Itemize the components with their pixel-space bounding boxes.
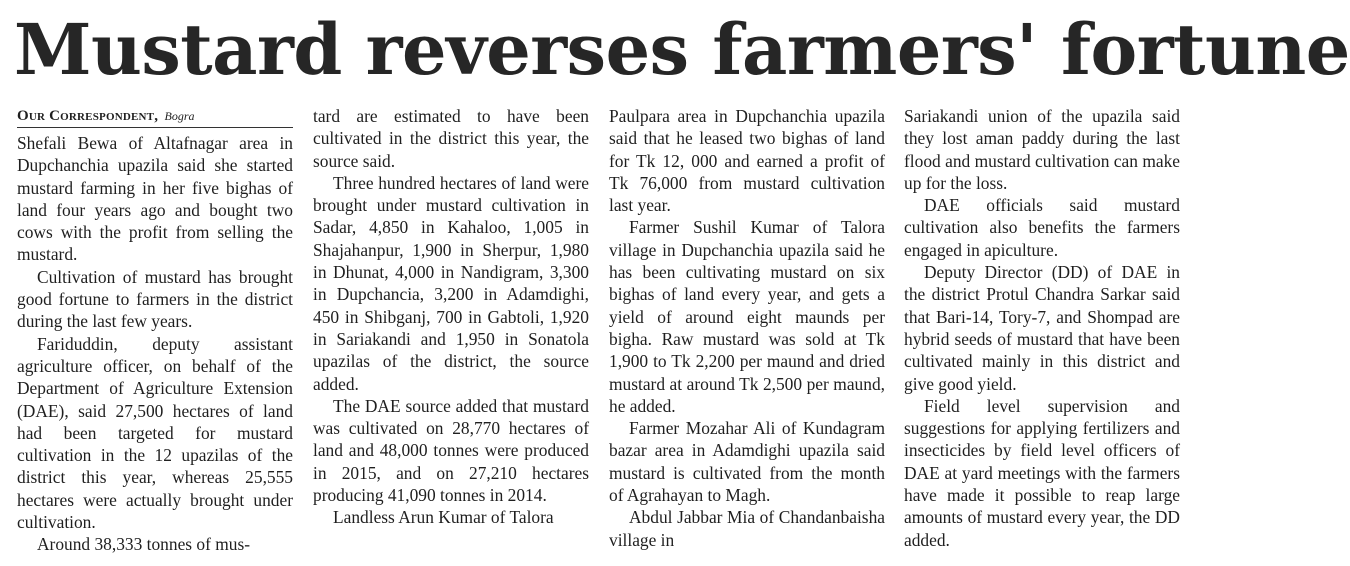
article-paragraph: Around 38,333 tonnes of mus- (37, 534, 251, 555)
article-paragraph: tard are estimated to have been cultivated in the district this year, the source said. (313, 106, 589, 171)
article-headline: Mustard reverses farmers' fortune (14, 8, 1350, 91)
article-paragraph: Farmer Sushil Kumar of Talora village in Dupchanchia upazila said he has been cultivating mustard on six bighas of land every year, and gets a yield of around eight maunds per bigha. Raw mustard was sold at Tk 1,900 to Tk 2,200 per maund and dried mustard at around Tk 2,500 per maund, he added. (609, 217, 885, 416)
article-paragraph: Deputy Director (DD) of DAE in the district Protul Chandra Sarkar said that Bari-14, Tory-7, and Shompad are hybrid seeds of mustard that have been cultivated mainly in this district and give good yield. (904, 262, 1180, 394)
article-paragraph: The DAE source added that mustard was cultivated on 28,770 hectares of land and 48,000 tonnes were produced in 2015, and on 27,210 hectares producing 41,090 tonnes in 2014. (313, 395, 589, 506)
article-paragraph: Shefali Bewa of Altafnagar area in Dupchanchia upazila said she started mustard farming in her five bighas of land four years ago and bought two cows with the profit from selling the mustard. (17, 133, 293, 265)
article-paragraph: Field level supervision and suggestions for applying fertilizers and insecticides by field level officers of DAE at yard meetings with the farmers have made it possible to reap large amounts of mustard every year, the DD added. (904, 395, 1180, 550)
article-paragraph: Paulpara area in Dupchanchia upazila said that he leased two bighas of land for Tk 12, 000 and earned a profit of Tk 76,000 from mustard cultivation last year. (609, 106, 885, 216)
article-column-1 (17, 105, 293, 556)
article-paragraph: DAE officials said mustard cultivation also benefits the farmers engaged in apiculture. (904, 195, 1180, 260)
article-column-4 (904, 105, 1180, 551)
byline-location: Bogra (164, 109, 195, 123)
article-paragraph: Fariduddin, deputy assistant agriculture officer, on behalf of the Department of Agriculture Extension (DAE), said 27,500 hectares of land had been targeted for mustard cultivation in the 12 upazilas of the district this year, whereas 25,555 hectares were actually brought under cultivation. (17, 333, 293, 533)
article-column-3 (609, 105, 885, 551)
article-paragraph: Sariakandi union of the upazila said they lost aman paddy during the last flood and mustard cultivation can make up for the loss. (904, 106, 1180, 193)
article-paragraph: Farmer Mozahar Ali of Kundagram bazar area in Adamdighi upazila said mustard is cultivated from the month of Agrahayan to Magh. (609, 418, 885, 506)
article-paragraph: Three hundred hectares of land were brought under mustard cultivation in Sadar, 4,850 in Kahaloo, 1,005 in Shajahanpur, 1,900 in Sherpur, 1,980 in Dhunat, 4,000 in Nandigram, 3,300 in Dupchancia, 3,200 in Adamdighi, 450 in Shibganj, 700 in Gabtoli, 1,920 in Sariakandi and 1,950 in Sonatola upazilas of the district, the source added. (313, 172, 589, 394)
article-paragraph: Abdul Jabbar Mia of Chandanbaisha village in (609, 507, 885, 550)
article-paragraph: Landless Arun Kumar of Talora (333, 507, 554, 528)
byline-author: Our Correspondent, (17, 108, 159, 124)
article-paragraph: Cultivation of mustard has brought good fortune to farmers in the district during the last few years. (17, 266, 293, 332)
article-column-2 (313, 105, 589, 529)
byline (17, 105, 293, 128)
